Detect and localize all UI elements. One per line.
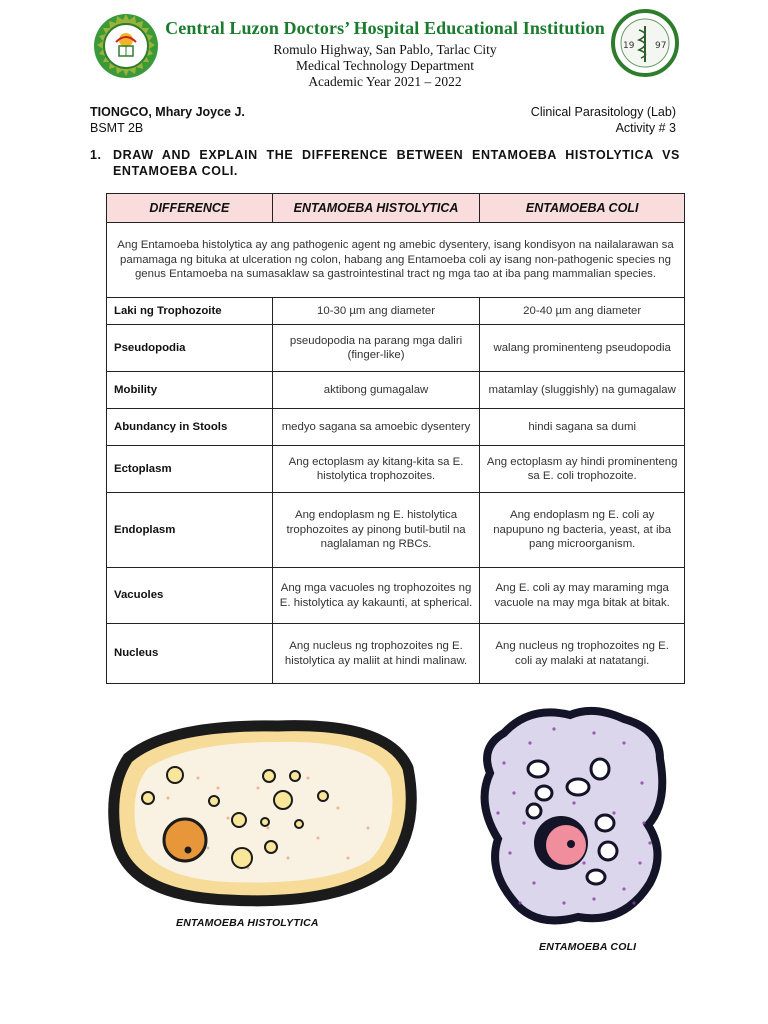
table-row	[107, 325, 685, 372]
student-section: BSMT 2B	[90, 121, 144, 135]
table-header-row	[107, 194, 685, 223]
row-label: Mobility	[107, 372, 273, 409]
cell-histolytica: aktibong gumagalaw	[272, 372, 480, 409]
cell-histolytica: Ang ectoplasm ay kitang-kita sa E. histolytica trophozoites.	[272, 446, 480, 493]
header-difference: DIFFERENCE	[107, 194, 273, 223]
header-coli: ENTAMOEBA COLI	[480, 194, 685, 223]
intro-text: Ang Entamoeba histolytica ay ang pathogenic agent ng amebic dysentery, isang kondisyon na nailalarawan sa pamamaga ng bituka at ulceration ng colon, habang ang Entamoeba coli ay isang non-pathogenic species ng genus Entamoeba na sumasaklaw sa gastrointestinal tract ng mga tao at iba pang mammalian species.	[107, 223, 685, 298]
row-label: Pseudopodia	[107, 325, 273, 372]
row-label: Laki ng Trophozoite	[107, 298, 273, 325]
table-row	[107, 493, 685, 568]
comparison-table	[106, 193, 685, 684]
question-text: DRAW AND EXPLAIN THE DIFFERENCE BETWEEN ENTAMOEBA HISTOLYTICA VS ENTAMOEBA COLI.	[113, 148, 680, 178]
cell-histolytica: Ang nucleus ng trophozoites ng E. histolytica ay maliit at hindi malinaw.	[272, 624, 480, 684]
table-row	[107, 624, 685, 684]
cell-histolytica: Ang mga vacuoles ng trophozoites ng E. histolytica ay kakaunti, at spherical.	[272, 568, 480, 624]
department-name: Medical Technology Department	[296, 58, 474, 73]
row-label: Nucleus	[107, 624, 273, 684]
cell-coli: Ang endoplasm ng E. coli ay napupuno ng bacteria, yeast, at iba pang microorganism.	[480, 493, 685, 568]
hospital-seal-logo	[611, 8, 679, 78]
institution-name: Central Luzon Doctors’ Hospital Educational Institution	[165, 18, 605, 38]
table-row	[107, 409, 685, 446]
cell-coli: Ang nucleus ng trophozoites ng E. coli ay malaki at natatangi.	[480, 624, 685, 684]
cell-coli: hindi sagana sa dumi	[480, 409, 685, 446]
cell-coli: Ang E. coli ay may maraming mga vacuole na may mga bitak at bitak.	[480, 568, 685, 624]
cell-histolytica: pseudopodia na parang mga daliri (finger-like)	[272, 325, 480, 372]
row-label: Endoplasm	[107, 493, 273, 568]
row-label: Abundancy in Stools	[107, 409, 273, 446]
row-label: Ectoplasm	[107, 446, 273, 493]
seal-year-right: 97	[655, 41, 667, 51]
table-row	[107, 298, 685, 325]
student-name: TIONGCO, Mhary Joyce J.	[90, 105, 245, 119]
intro-row	[107, 223, 685, 298]
cell-histolytica: Ang endoplasm ng E. histolytica trophozoites ay pinong butil-butil na naglalaman ng RBCs.	[272, 493, 480, 568]
table-row	[107, 372, 685, 409]
question-number: 1.	[90, 148, 102, 162]
cell-histolytica: medyo sagana sa amoebic dysentery	[272, 409, 480, 446]
row-label: Vacuoles	[107, 568, 273, 624]
course-subject: Clinical Parasitology (Lab)	[530, 105, 676, 119]
cell-histolytica: 10-30 µm ang diameter	[272, 298, 480, 325]
course-info	[531, 104, 676, 136]
cell-coli: Ang ectoplasm ay hindi prominenteng sa E. coli trophozoite.	[480, 446, 685, 493]
seal-year-left: 19	[623, 41, 635, 51]
histolytica-caption: ENTAMOEBA HISTOLYTICA	[176, 917, 319, 929]
table-row	[107, 446, 685, 493]
cell-coli: 20-40 µm ang diameter	[480, 298, 685, 325]
histolytica-drawing	[108, 718, 418, 908]
question-heading	[90, 147, 680, 179]
school-header	[150, 18, 620, 90]
student-info	[90, 104, 245, 136]
coli-drawing	[474, 703, 670, 935]
institution-address: Romulo Highway, San Pablo, Tarlac City	[273, 42, 497, 57]
academic-year: Academic Year 2021 – 2022	[308, 74, 462, 89]
activity-number: Activity # 3	[615, 121, 676, 135]
coli-caption: ENTAMOEBA COLI	[539, 941, 637, 953]
cell-coli: walang prominenteng pseudopodia	[480, 325, 685, 372]
cell-coli: matamlay (sluggishly) na gumagalaw	[480, 372, 685, 409]
table-row	[107, 568, 685, 624]
header-histolytica: ENTAMOEBA HISTOLYTICA	[272, 194, 480, 223]
